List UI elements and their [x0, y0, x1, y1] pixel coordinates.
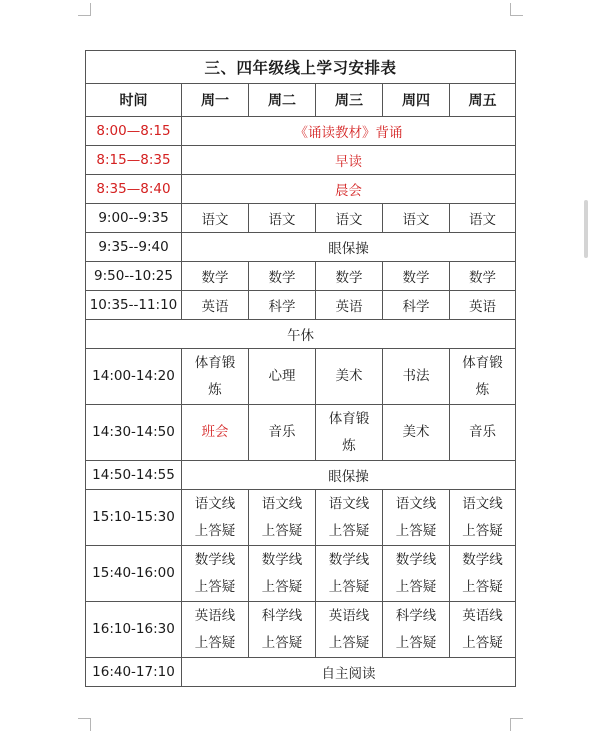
activity-cell: 语文线 上答疑 [316, 490, 383, 546]
merged-activity-cell: 早读 [182, 146, 516, 175]
time-cell: 9:50--10:25 [86, 262, 182, 291]
table-row [86, 233, 516, 262]
activity-cell: 科学 [383, 291, 450, 320]
merged-activity-cell: 眼保操 [182, 233, 516, 262]
crop-mark-top-right [510, 3, 523, 16]
activity-cell: 班会 [182, 405, 249, 461]
activity-cell: 科学 [249, 291, 316, 320]
activity-cell: 音乐 [450, 405, 516, 461]
activity-cell: 语文 [450, 204, 516, 233]
table-row [86, 204, 516, 233]
table-title: 三、四年级线上学习安排表 [86, 51, 516, 84]
table-row [86, 146, 516, 175]
activity-cell: 英语 [316, 291, 383, 320]
activity-cell: 数学 [450, 262, 516, 291]
activity-cell: 语文线 上答疑 [383, 490, 450, 546]
activity-cell: 语文 [249, 204, 316, 233]
activity-cell: 语文 [383, 204, 450, 233]
activity-cell: 语文线 上答疑 [182, 490, 249, 546]
activity-cell: 数学线 上答疑 [450, 546, 516, 602]
header-day: 周三 [316, 84, 383, 117]
time-cell: 15:40-16:00 [86, 546, 182, 602]
activity-cell: 书法 [383, 349, 450, 405]
table-row [86, 658, 516, 687]
activity-cell: 科学线 上答疑 [383, 602, 450, 658]
activity-cell: 语文 [316, 204, 383, 233]
activity-cell: 美术 [316, 349, 383, 405]
header-time: 时间 [86, 84, 182, 117]
table-row [86, 117, 516, 146]
activity-cell: 英语 [450, 291, 516, 320]
activity-cell: 心理 [249, 349, 316, 405]
activity-cell: 英语线 上答疑 [316, 602, 383, 658]
activity-cell: 语文 [182, 204, 249, 233]
time-cell: 14:50-14:55 [86, 461, 182, 490]
time-cell: 9:00--9:35 [86, 204, 182, 233]
header-day: 周二 [249, 84, 316, 117]
crop-mark-top-left [78, 3, 91, 16]
time-cell: 8:15—8:35 [86, 146, 182, 175]
time-cell: 14:30-14:50 [86, 405, 182, 461]
crop-mark-bottom-left [78, 718, 91, 731]
activity-cell: 数学 [249, 262, 316, 291]
table-row [86, 602, 516, 658]
time-cell: 8:35—8:40 [86, 175, 182, 204]
merged-activity-cell: 眼保操 [182, 461, 516, 490]
time-cell: 9:35--9:40 [86, 233, 182, 262]
table-row [86, 291, 516, 320]
activity-cell: 语文线 上答疑 [249, 490, 316, 546]
table-row [86, 320, 516, 349]
table-row [86, 461, 516, 490]
merged-activity-cell: 晨会 [182, 175, 516, 204]
full-row-cell: 午休 [86, 320, 516, 349]
time-cell: 16:40-17:10 [86, 658, 182, 687]
table-row [86, 262, 516, 291]
activity-cell: 美术 [383, 405, 450, 461]
activity-cell: 英语线 上答疑 [450, 602, 516, 658]
activity-cell: 音乐 [249, 405, 316, 461]
time-cell: 8:00—8:15 [86, 117, 182, 146]
time-cell: 16:10-16:30 [86, 602, 182, 658]
merged-activity-cell: 自主阅读 [182, 658, 516, 687]
time-cell: 10:35--11:10 [86, 291, 182, 320]
table-row [86, 175, 516, 204]
time-cell: 14:00-14:20 [86, 349, 182, 405]
header-day: 周五 [450, 84, 516, 117]
table-row [86, 546, 516, 602]
activity-cell: 英语 [182, 291, 249, 320]
time-cell: 15:10-15:30 [86, 490, 182, 546]
activity-cell: 体育锻 炼 [450, 349, 516, 405]
activity-cell: 数学线 上答疑 [383, 546, 450, 602]
activity-cell: 数学线 上答疑 [182, 546, 249, 602]
scrollbar-thumb[interactable] [584, 200, 588, 258]
header-day: 周一 [182, 84, 249, 117]
merged-activity-cell: 《诵读教材》背诵 [182, 117, 516, 146]
table-row [86, 405, 516, 461]
activity-cell: 体育锻 炼 [182, 349, 249, 405]
activity-cell: 语文线 上答疑 [450, 490, 516, 546]
activity-cell: 数学 [316, 262, 383, 291]
activity-cell: 数学 [383, 262, 450, 291]
activity-cell: 英语线 上答疑 [182, 602, 249, 658]
activity-cell: 数学 [182, 262, 249, 291]
activity-cell: 体育锻 炼 [316, 405, 383, 461]
table-body [86, 117, 516, 687]
table-row [86, 349, 516, 405]
activity-cell: 数学线 上答疑 [316, 546, 383, 602]
table-row [86, 490, 516, 546]
activity-cell: 科学线 上答疑 [249, 602, 316, 658]
header-day: 周四 [383, 84, 450, 117]
schedule-table [85, 50, 516, 687]
header-row [86, 84, 516, 117]
crop-mark-bottom-right [510, 718, 523, 731]
activity-cell: 数学线 上答疑 [249, 546, 316, 602]
